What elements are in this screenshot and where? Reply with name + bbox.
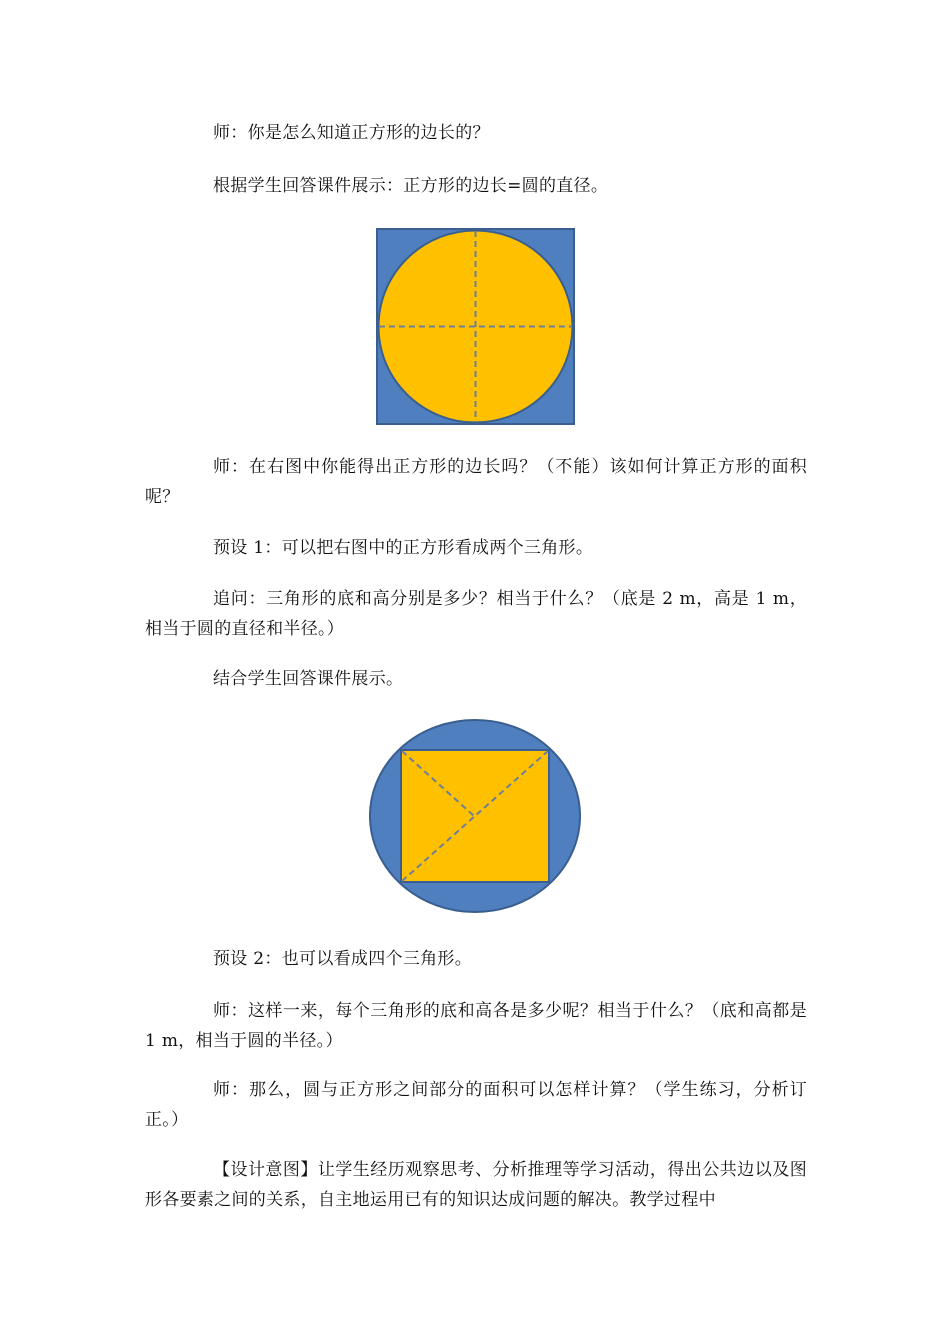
paragraph-9: 师：那么，圆与正方形之间部分的面积可以怎样计算？（学生练习，分析订正。） (145, 1080, 807, 1130)
figure-circle-in-square (376, 228, 576, 426)
paragraph-4: 预设 1：可以把右图中的正方形看成两个三角形。 (213, 538, 594, 558)
paragraph-5: 追问：三角形的底和高分别是多少？相当于什么？（底是 2 m，高是 1 m，相当于圆的直径和半径。） (145, 589, 807, 639)
paragraph-8: 师：这样一来，每个三角形的底和高各是多少呢？相当于什么？（底和高都是 1 m，相当于圆的半径。） (145, 1001, 807, 1051)
paragraph-1: 师：你是怎么知道正方形的边长的？ (213, 123, 490, 143)
paragraph-7: 预设 2：也可以看成四个三角形。 (213, 949, 473, 969)
inner-square (401, 750, 549, 882)
paragraph-2: 根据学生回答课件展示：正方形的边长=圆的直径。 (213, 176, 609, 196)
paragraph-6: 结合学生回答课件展示。 (213, 669, 404, 689)
figure-square-in-circle (368, 718, 584, 916)
paragraph-3: 师：在右图中你能得出正方形的边长吗？（不能）该如何计算正方形的面积呢？ (145, 457, 807, 507)
paragraph-10: 【设计意图】让学生经历观察思考、分析推理等学习活动，得出公共边以及图形各要素之间的关系，自主地运用已有的知识达成问题的解决。教学过程中 (145, 1160, 807, 1210)
